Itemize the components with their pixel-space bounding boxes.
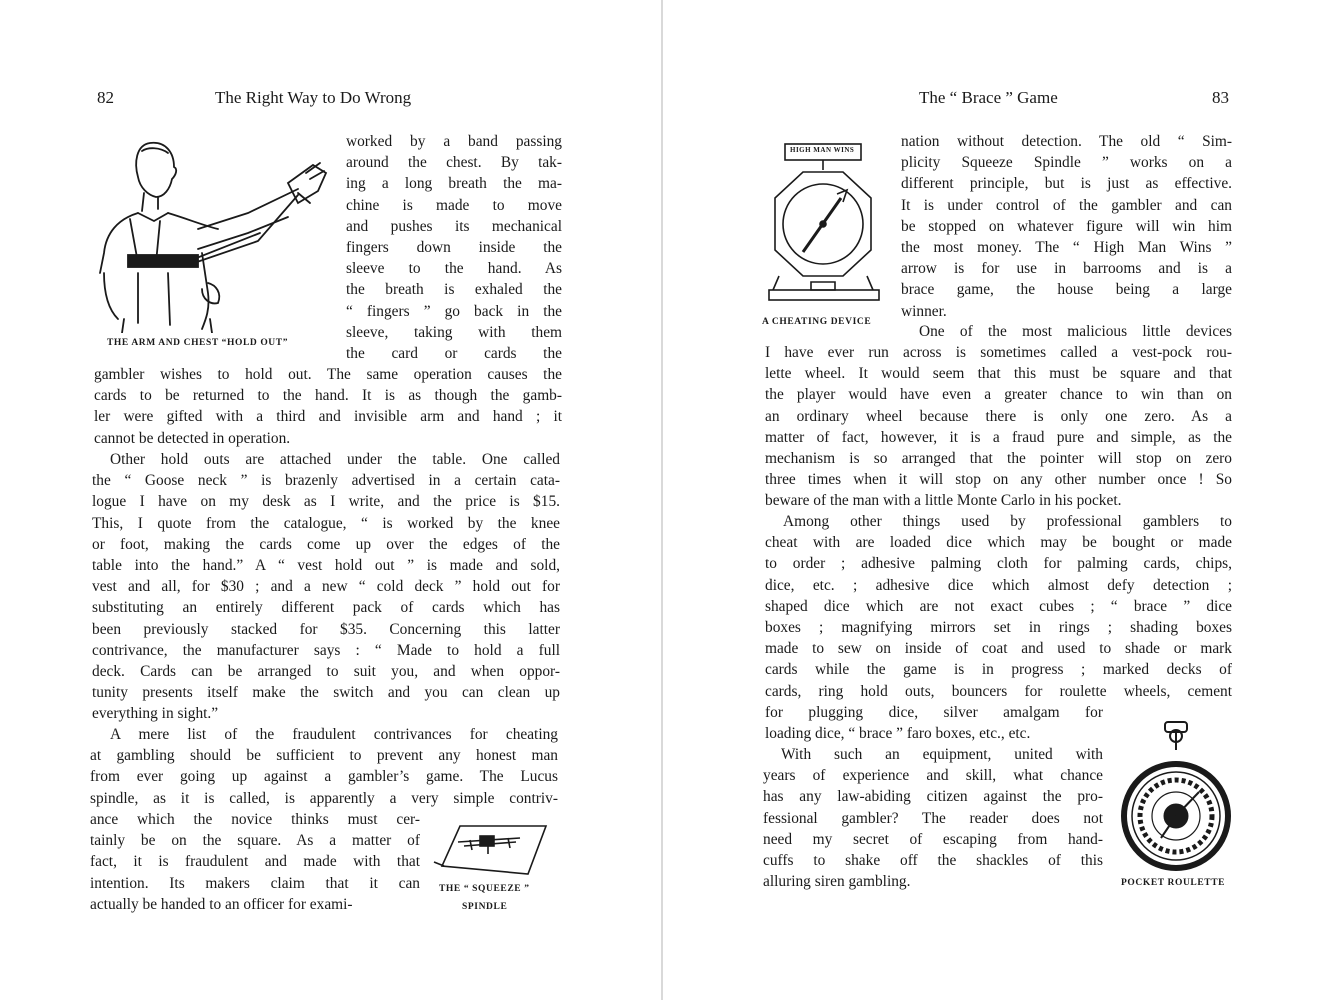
text-line: or foot, making the cards come up over the edges of the: [92, 535, 560, 553]
text-line: arrow is for use in barrooms and is a: [901, 260, 1232, 278]
text-line: matter of fact, however, it is a fraud pure and simple, as the: [765, 428, 1232, 446]
text-line: sleeve, taking with them: [346, 323, 562, 341]
text-line: ler were gifted with a third and invisible arm and hand ; it: [94, 408, 562, 426]
page-number-right: 83: [1212, 88, 1229, 107]
text-line: three times when it will stop on any other number once ! So: [765, 471, 1232, 489]
text-line: With such an equipment, united with: [781, 746, 1103, 763]
text-line: intention. Its makers claim that it can: [90, 874, 420, 892]
right-page: [663, 0, 1326, 1000]
text-line: cards to be returned to the hand. It is as though the gamb-: [94, 387, 562, 405]
text-line: spindle, as it is called, is apparently a very simple contriv-: [90, 789, 558, 807]
left-para-3-wrap: [90, 809, 420, 915]
text-line: the player would have even a greater chance to win than on: [765, 386, 1232, 404]
text-line: I have ever run across is sometimes called a vest-pock rou-: [765, 344, 1232, 361]
device-caption: A CHEATING DEVICE: [762, 317, 872, 327]
text-line: the breath is exhaled the: [346, 281, 562, 299]
right-para-3: [765, 511, 1232, 702]
left-para-3-full: [90, 724, 558, 809]
spindle-caption-2: SPINDLE: [462, 902, 508, 912]
text-line: nation without detection. The old “ Sim-: [901, 133, 1232, 150]
running-head-left: The Right Way to Do Wrong: [215, 88, 412, 107]
text-line: at gambling should be sufficient to prevent any honest man: [90, 747, 558, 765]
text-line: actually be handed to an officer for exami-: [90, 895, 353, 913]
right-para-4: [763, 744, 1103, 892]
text-line: different principle, but is just as effective.: [901, 175, 1232, 193]
text-line: the “ Goose neck ” is brazenly advertised in a certain cata-: [92, 472, 560, 490]
text-line: chine is made to move: [346, 196, 562, 214]
text-line: be stopped on whatever figure will win him: [901, 217, 1232, 235]
text-line: cannot be detected in operation.: [94, 429, 291, 447]
text-line: Other hold outs are attached under the table. One called: [110, 451, 560, 468]
text-line: loading dice, “ brace ” faro boxes, etc., etc.: [765, 725, 1031, 743]
squeeze-spindle-illustration: [430, 822, 550, 878]
text-line: This, I quote from the catalogue, “ is worked by the knee: [92, 514, 560, 532]
right-para-2-first: [919, 321, 1232, 342]
text-line: brace game, the house being a large: [901, 281, 1232, 299]
hold-out-illustration: [98, 133, 338, 333]
text-line: shaped dice which are not exact cubes ; “ brace ” dice: [765, 597, 1232, 615]
text-line: plicity Squeeze Spindle ” works on a: [901, 154, 1232, 172]
right-para-3-wrap: [765, 702, 1103, 744]
text-line: everything in sight.”: [92, 705, 219, 723]
text-line: from ever going up against a gambler’s game. The Lucus: [90, 768, 558, 786]
text-line: cheat with are loaded dice which may be bought or made: [765, 534, 1232, 552]
text-line: vest and all, for $30 ; and a new “ cold deck ” hold out for: [92, 578, 560, 596]
text-line: One of the most malicious little devices: [919, 323, 1232, 340]
text-line: for plugging dice, silver amalgam for: [765, 704, 1103, 721]
device-sign: HIGH MAN WINS: [790, 146, 855, 154]
text-line: the most money. The “ High Man Wins ”: [901, 239, 1232, 257]
left-page: [0, 0, 661, 1000]
text-line: worked by a band passing: [346, 133, 562, 150]
spindle-caption-1: THE “ SQUEEZE ”: [439, 884, 530, 894]
hold-out-caption: THE ARM AND CHEST “HOLD OUT”: [107, 338, 289, 348]
text-line: beware of the man with a little Monte Carlo in his pocket.: [765, 492, 1122, 510]
text-line: table into the hand.” A “ vest hold out ” is made and sold,: [92, 557, 560, 575]
text-line: tainly be on the square. As a matter of: [90, 832, 420, 850]
text-line: need my secret of escaping from hand-: [763, 830, 1103, 848]
text-line: ing a long breath the ma-: [346, 175, 562, 193]
text-line: Among other things used by professional gamblers to: [783, 513, 1232, 530]
text-line: fessional gambler? The reader does not: [763, 809, 1103, 827]
text-line: It is under control of the gambler and can: [901, 196, 1232, 214]
text-line: to order ; adhesive palming cloth for palming cards, chips,: [765, 555, 1232, 573]
text-line: logue I have on my desk as I write, and the price is $15.: [92, 493, 560, 511]
text-line: sleeve to the hand. As: [346, 260, 562, 278]
text-line: dice, etc. ; adhesive dice which almost defy detection ;: [765, 576, 1232, 594]
text-line: deck. Cards can be arranged to suit you, and when oppor-: [92, 663, 560, 681]
left-para-2: [92, 449, 560, 725]
text-line: gambler wishes to hold out. The same operation causes the: [94, 366, 562, 383]
text-line: fact, it is fraudulent and made with that: [90, 853, 420, 871]
text-line: an ordinary wheel because there is only one zero. As a: [765, 407, 1232, 425]
text-line: substituting an entirely different pack of cards which has: [92, 599, 560, 617]
text-line: tunity presents itself make the switch and you can clean up: [92, 684, 560, 702]
text-line: years of experience and skill, what chance: [763, 767, 1103, 785]
left-para-1-full: [94, 364, 562, 449]
text-line: ance which the novice thinks must cer-: [90, 811, 420, 828]
text-line: mechanism is so arranged that the pointer will stop on zero: [765, 450, 1232, 468]
text-line: lette wheel. It would seem that this must be square and that: [765, 365, 1232, 383]
text-line: “ fingers ” go back in the: [346, 302, 562, 320]
pocket-roulette-illustration: [1121, 720, 1231, 872]
roulette-caption: POCKET ROULETTE: [1121, 878, 1226, 888]
text-line: fingers down inside the: [346, 239, 562, 257]
text-line: cards while the game is in progress ; marked decks of: [765, 661, 1232, 679]
text-line: boxes ; magnifying mirrors set in rings ; shading boxes: [765, 619, 1232, 637]
text-line: made to sew on inside of coat and used to shade or mark: [765, 640, 1232, 658]
text-line: the card or cards the: [346, 345, 562, 363]
right-para-2: [765, 342, 1232, 512]
right-para-1: [901, 131, 1232, 322]
text-line: and pushes its mechanical: [346, 217, 562, 235]
text-line: around the chest. By tak-: [346, 154, 562, 172]
text-line: has any law-abiding citizen against the pro-: [763, 788, 1103, 806]
text-line: alluring siren gambling.: [763, 873, 911, 891]
left-para-1-wrap: [346, 131, 562, 364]
page-number-left: 82: [97, 88, 114, 107]
text-line: contrivance, the manufacturer says : “ Made to hold a full: [92, 641, 560, 659]
text-line: been previously stacked for $35. Concerning this latter: [92, 620, 560, 638]
text-line: cuffs to shake off the shackles of this: [763, 852, 1103, 870]
text-line: cards, ring hold outs, bouncers for roulette wheels, cement: [765, 682, 1232, 700]
running-head-right: The “ Brace ” Game: [919, 88, 1058, 107]
cheating-device-illustration: [763, 140, 883, 306]
text-line: A mere list of the fraudulent contrivances for cheating: [110, 726, 558, 743]
text-line: winner.: [901, 302, 947, 320]
